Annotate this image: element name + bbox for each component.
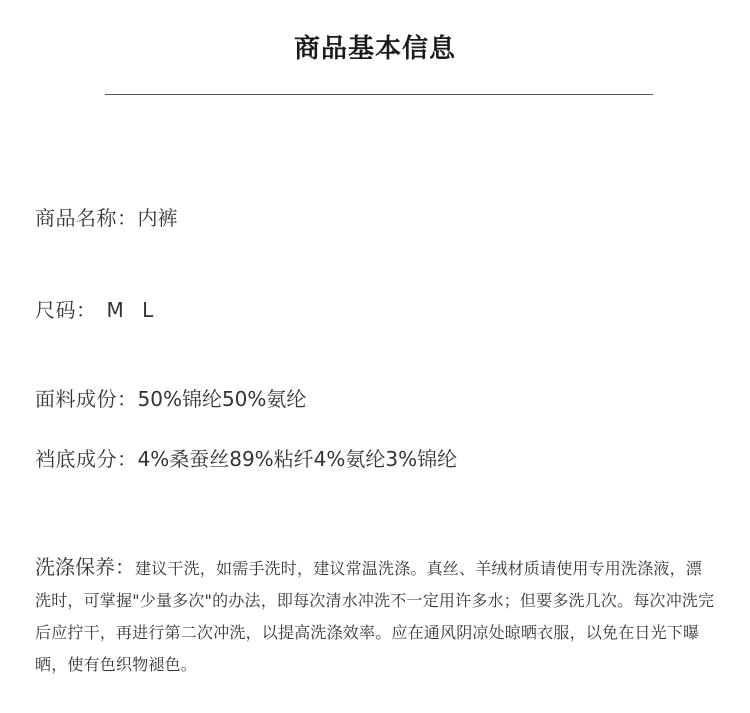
- lining-label: 裆底成分：: [35, 447, 138, 471]
- size-row: [35, 294, 159, 323]
- lining-value: 4%桑蚕丝89%粘纤4%氨纶3%锦纶: [137, 447, 458, 471]
- care-label: 洗涤保养：: [35, 555, 135, 579]
- product-name-value: 内裤: [137, 206, 178, 230]
- lining-row: [35, 443, 457, 472]
- size-value: M L: [106, 298, 160, 322]
- size-label: 尺码：: [35, 298, 97, 322]
- fabric-row: [35, 383, 306, 412]
- product-name-row: [35, 202, 178, 231]
- fabric-value: 50%锦纶50%氨纶: [137, 387, 307, 411]
- product-name-label: 商品名称：: [35, 206, 138, 230]
- page-title: 商品基本信息: [293, 34, 456, 64]
- title-divider: [105, 94, 653, 95]
- fabric-label: 面料成份：: [35, 387, 138, 411]
- care-text: 建议干洗，如需手洗时，建议常温洗涤。真丝、羊绒材质请使用专用洗涤液，漂洗时，可掌握"少量多次"的办法，即每次清水冲洗不一定用许多水；但要多洗几次。每次冲洗完后应拧干，再进行第二次冲洗，以提高洗涤效率。应在通风阴凉处晾晒衣服，以免在日光下曝晒，使有色织物褪色。: [35, 559, 715, 674]
- care-instructions: [35, 551, 715, 681]
